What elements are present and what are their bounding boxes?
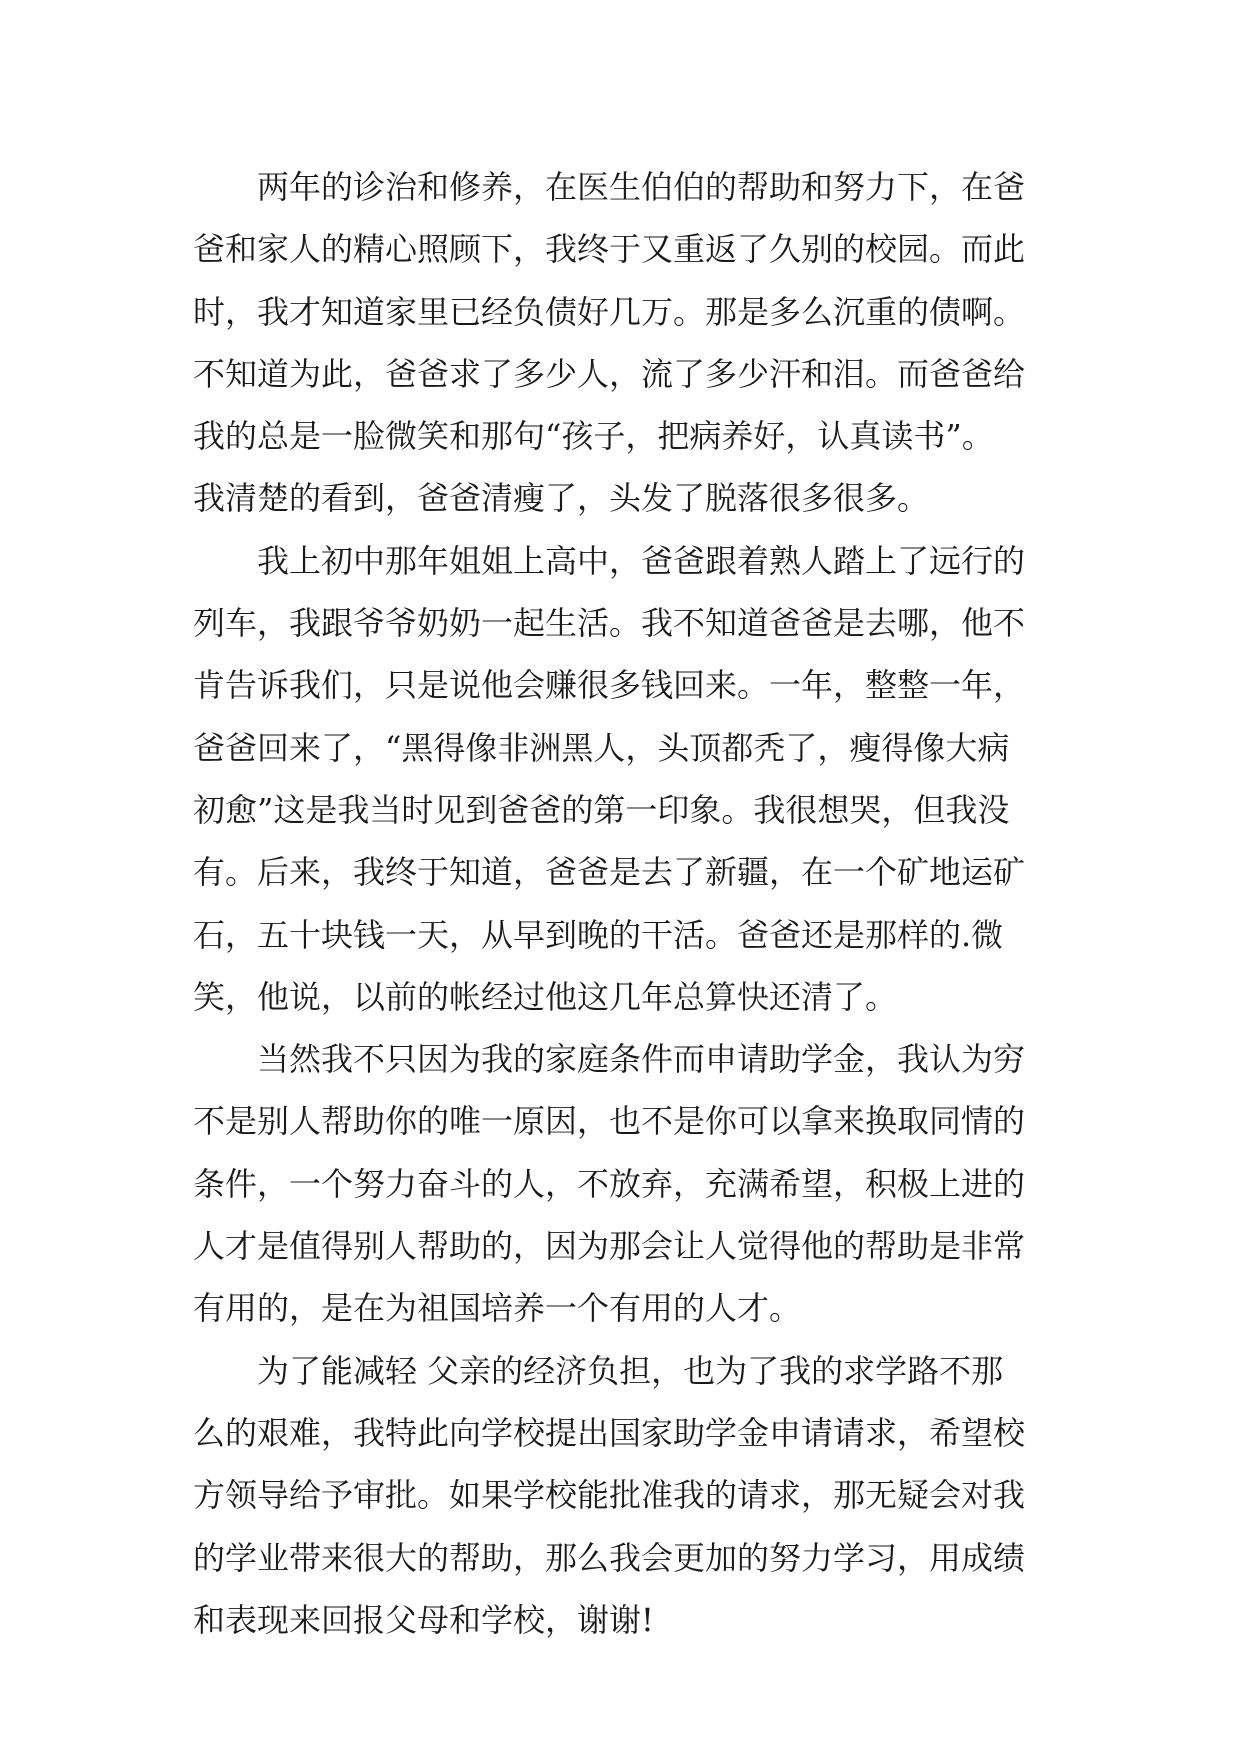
- text-line: 我上初中那年姐姐上高中，爸爸跟着熟人踏上了远行的: [193, 541, 1026, 580]
- text-line: 方领导给予审批。如果学校能批准我的请求，那无疑会对我: [193, 1476, 1026, 1515]
- text-line: 为了能减轻 父亲的经济负担，也为了我的求学路不那: [193, 1351, 1004, 1390]
- text-line: 列车，我跟爷爷奶奶一起生活。我不知道爸爸是去哪，他不: [193, 604, 1026, 643]
- text-line: 我清楚的看到，爸爸清瘦了，头发了脱落很多很多。: [193, 479, 930, 518]
- text-line: 么的艰难，我特此向学校提出国家助学金申请请求，希望校: [193, 1413, 1026, 1452]
- text-line: 我的总是一脸微笑和那句“孩子，把病养好，认真读书”。: [193, 417, 994, 456]
- text-line: 爸爸回来了，“黑得像非洲黑人，头顶都秃了，瘦得像大病: [193, 728, 1010, 767]
- text-line: 时，我才知道家里已经负债好几万。那是多么沉重的债啊。: [193, 292, 1026, 331]
- text-line: 当然我不只因为我的家庭条件而申请助学金，我认为穷: [193, 1040, 1026, 1079]
- body-text: [193, 156, 1073, 1651]
- text-line: 不是别人帮助你的唯一原因，也不是你可以拿来换取同情的: [193, 1102, 1026, 1141]
- text-line: 有。后来，我终于知道，爸爸是去了新疆，在一个矿地运矿: [193, 853, 1026, 892]
- text-line: 初愈”这是我当时见到爸爸的第一印象。我很想哭，但我没: [193, 790, 1010, 829]
- text-line: 条件，一个努力奋斗的人，不放弃，充满希望，积极上进的: [193, 1164, 1026, 1203]
- text-line: 笑，他说，以前的帐经过他这几年总算快还清了。: [193, 977, 898, 1016]
- text-line: 肯告诉我们，只是说他会赚很多钱回来。一年，整整一年，: [193, 666, 1026, 705]
- text-line: 人才是值得别人帮助的，因为那会让人觉得他的帮助是非常: [193, 1227, 1026, 1266]
- text-line: 两年的诊治和修养，在医生伯伯的帮助和努力下，在爸: [193, 168, 1026, 206]
- text-line: 石，五十块钱一天，从早到晚的干活。爸爸还是那样的.微: [193, 915, 1004, 954]
- text-line: 和表现来回报父母和学校，谢谢!: [193, 1600, 654, 1639]
- text-line: 爸和家人的精心照顾下，我终于又重返了久别的校园。而此: [193, 230, 1026, 269]
- text-line: 有用的，是在为祖国培养一个有用的人才。: [193, 1289, 802, 1328]
- text-line: 不知道为此，爸爸求了多少人，流了多少汗和泪。而爸爸给: [193, 354, 1026, 393]
- text-line: 的学业带来很大的帮助，那么我会更加的努力学习，用成绩: [193, 1538, 1026, 1577]
